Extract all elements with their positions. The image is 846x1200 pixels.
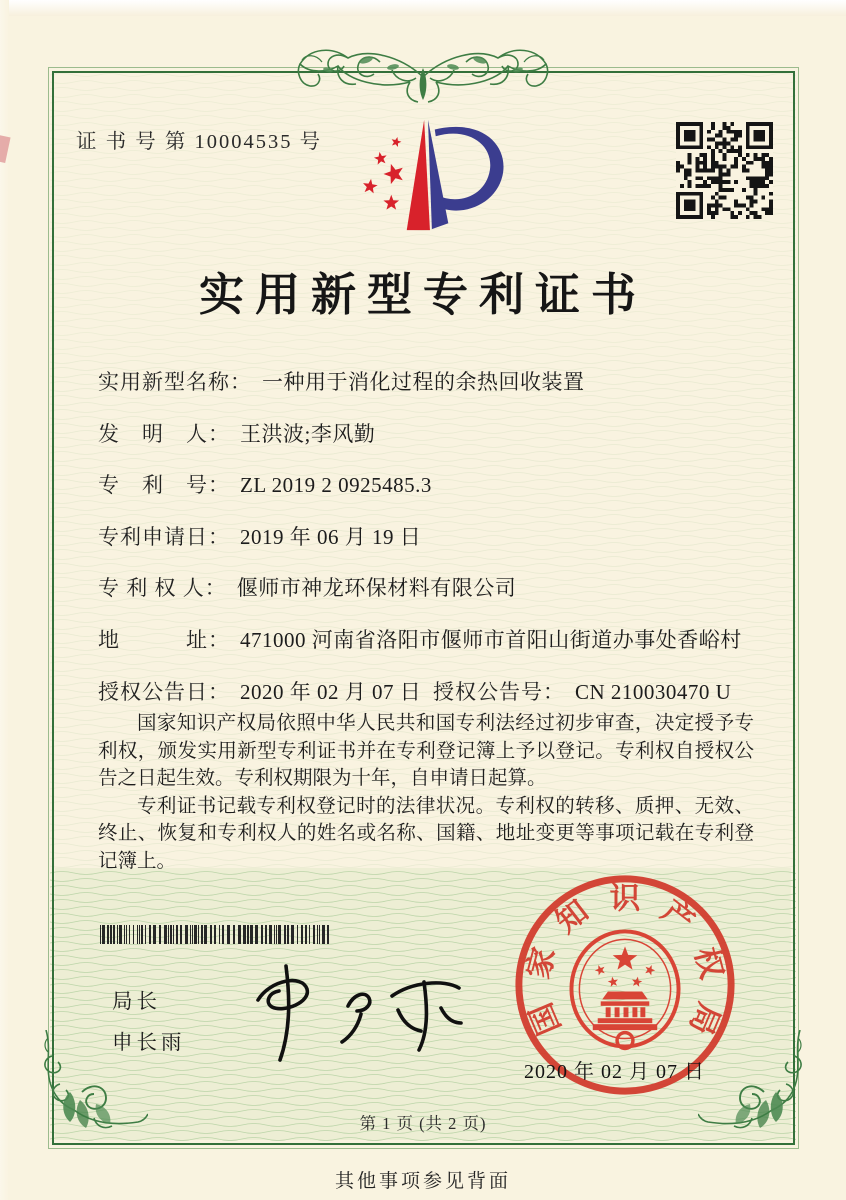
field-label: 地 址： <box>98 627 230 652</box>
svg-text:局: 局 <box>682 997 727 1040</box>
field-label: 发 明 人： <box>98 421 230 446</box>
field-value: 2019 年 06 月 19 日 <box>240 524 422 549</box>
legal-text-block <box>98 710 754 876</box>
field-value: 一种用于消化过程的余热回收装置 <box>262 370 585 394</box>
field-label: 专 利 权 人： <box>98 576 227 601</box>
svg-text:产: 产 <box>655 893 701 940</box>
field-value: ZL 2019 2 0925485.3 <box>240 473 432 498</box>
field-row-filing-date <box>98 521 758 573</box>
legal-paragraph-1: 国家知识产权局依照中华人民共和国专利法经过初步审查，决定授予专利权，颁发实用新型专利证书并在专利登记簿上予以登记。专利权自授权公告之日起生效。专利权期限为十年，自申请日起算。 <box>98 713 754 790</box>
cnipa-patent-logo-icon <box>341 110 515 238</box>
seal-date: 2020 年 02 月 07 日 <box>524 1061 705 1083</box>
barcode-icon <box>100 925 334 945</box>
field-row-name <box>98 366 758 418</box>
handwritten-signature-icon <box>228 960 478 1065</box>
field-row-inventor <box>98 418 758 470</box>
officer-title: 局长 <box>112 991 161 1013</box>
field-value: 2020 年 02 月 07 日 <box>240 679 422 704</box>
logo-stars <box>363 137 403 210</box>
field-value: 471000 河南省洛阳市偃师市首阳山街道办事处香峪村 <box>240 627 742 652</box>
field-label: 授权公告日： <box>98 679 230 704</box>
page-indicator: 第 1 页 (共 2 页) <box>359 1114 487 1133</box>
field-value: 偃师市神龙环保材料有限公司 <box>236 576 517 601</box>
national-emblem <box>571 931 678 1048</box>
field-row-address <box>98 624 758 676</box>
field-label: 专利申请日： <box>98 524 230 549</box>
svg-text:家: 家 <box>521 943 562 983</box>
svg-text:权: 权 <box>688 943 729 983</box>
certificate-number: 证 书 号 第 10004535 号 <box>76 131 323 153</box>
field-label: 实用新型名称： <box>98 370 252 394</box>
field-row-patent-no <box>98 469 758 521</box>
field-row-patentee <box>98 572 758 624</box>
qr-code-icon <box>676 122 773 219</box>
top-flourish-ornament <box>292 40 554 106</box>
field-label: 专 利 号： <box>98 473 230 498</box>
grant-number-label: 授权公告号： <box>433 679 565 704</box>
svg-text:知: 知 <box>549 893 595 940</box>
officer-name: 申长雨 <box>112 1032 186 1054</box>
fields-section <box>98 366 758 727</box>
legal-paragraph-2: 专利证书记载专利权登记时的法律状况。专利权的转移、质押、无效、终止、恢复和专利权人的姓名或名称、国籍、地址变更等事项记载在专利登记簿上。 <box>98 795 754 872</box>
grant-number-value: CN 210030470 U <box>575 679 732 704</box>
scan-edge-top <box>0 0 846 16</box>
field-value: 王洪波;李风勤 <box>240 421 376 446</box>
svg-text:国: 国 <box>523 997 568 1040</box>
scan-edge-left <box>0 0 9 1200</box>
certificate-title: 实用新型专利证书 <box>198 270 647 320</box>
grant-number <box>433 676 731 706</box>
svg-text:识: 识 <box>609 881 641 916</box>
back-note: 其他事项参见背面 <box>334 1171 511 1192</box>
